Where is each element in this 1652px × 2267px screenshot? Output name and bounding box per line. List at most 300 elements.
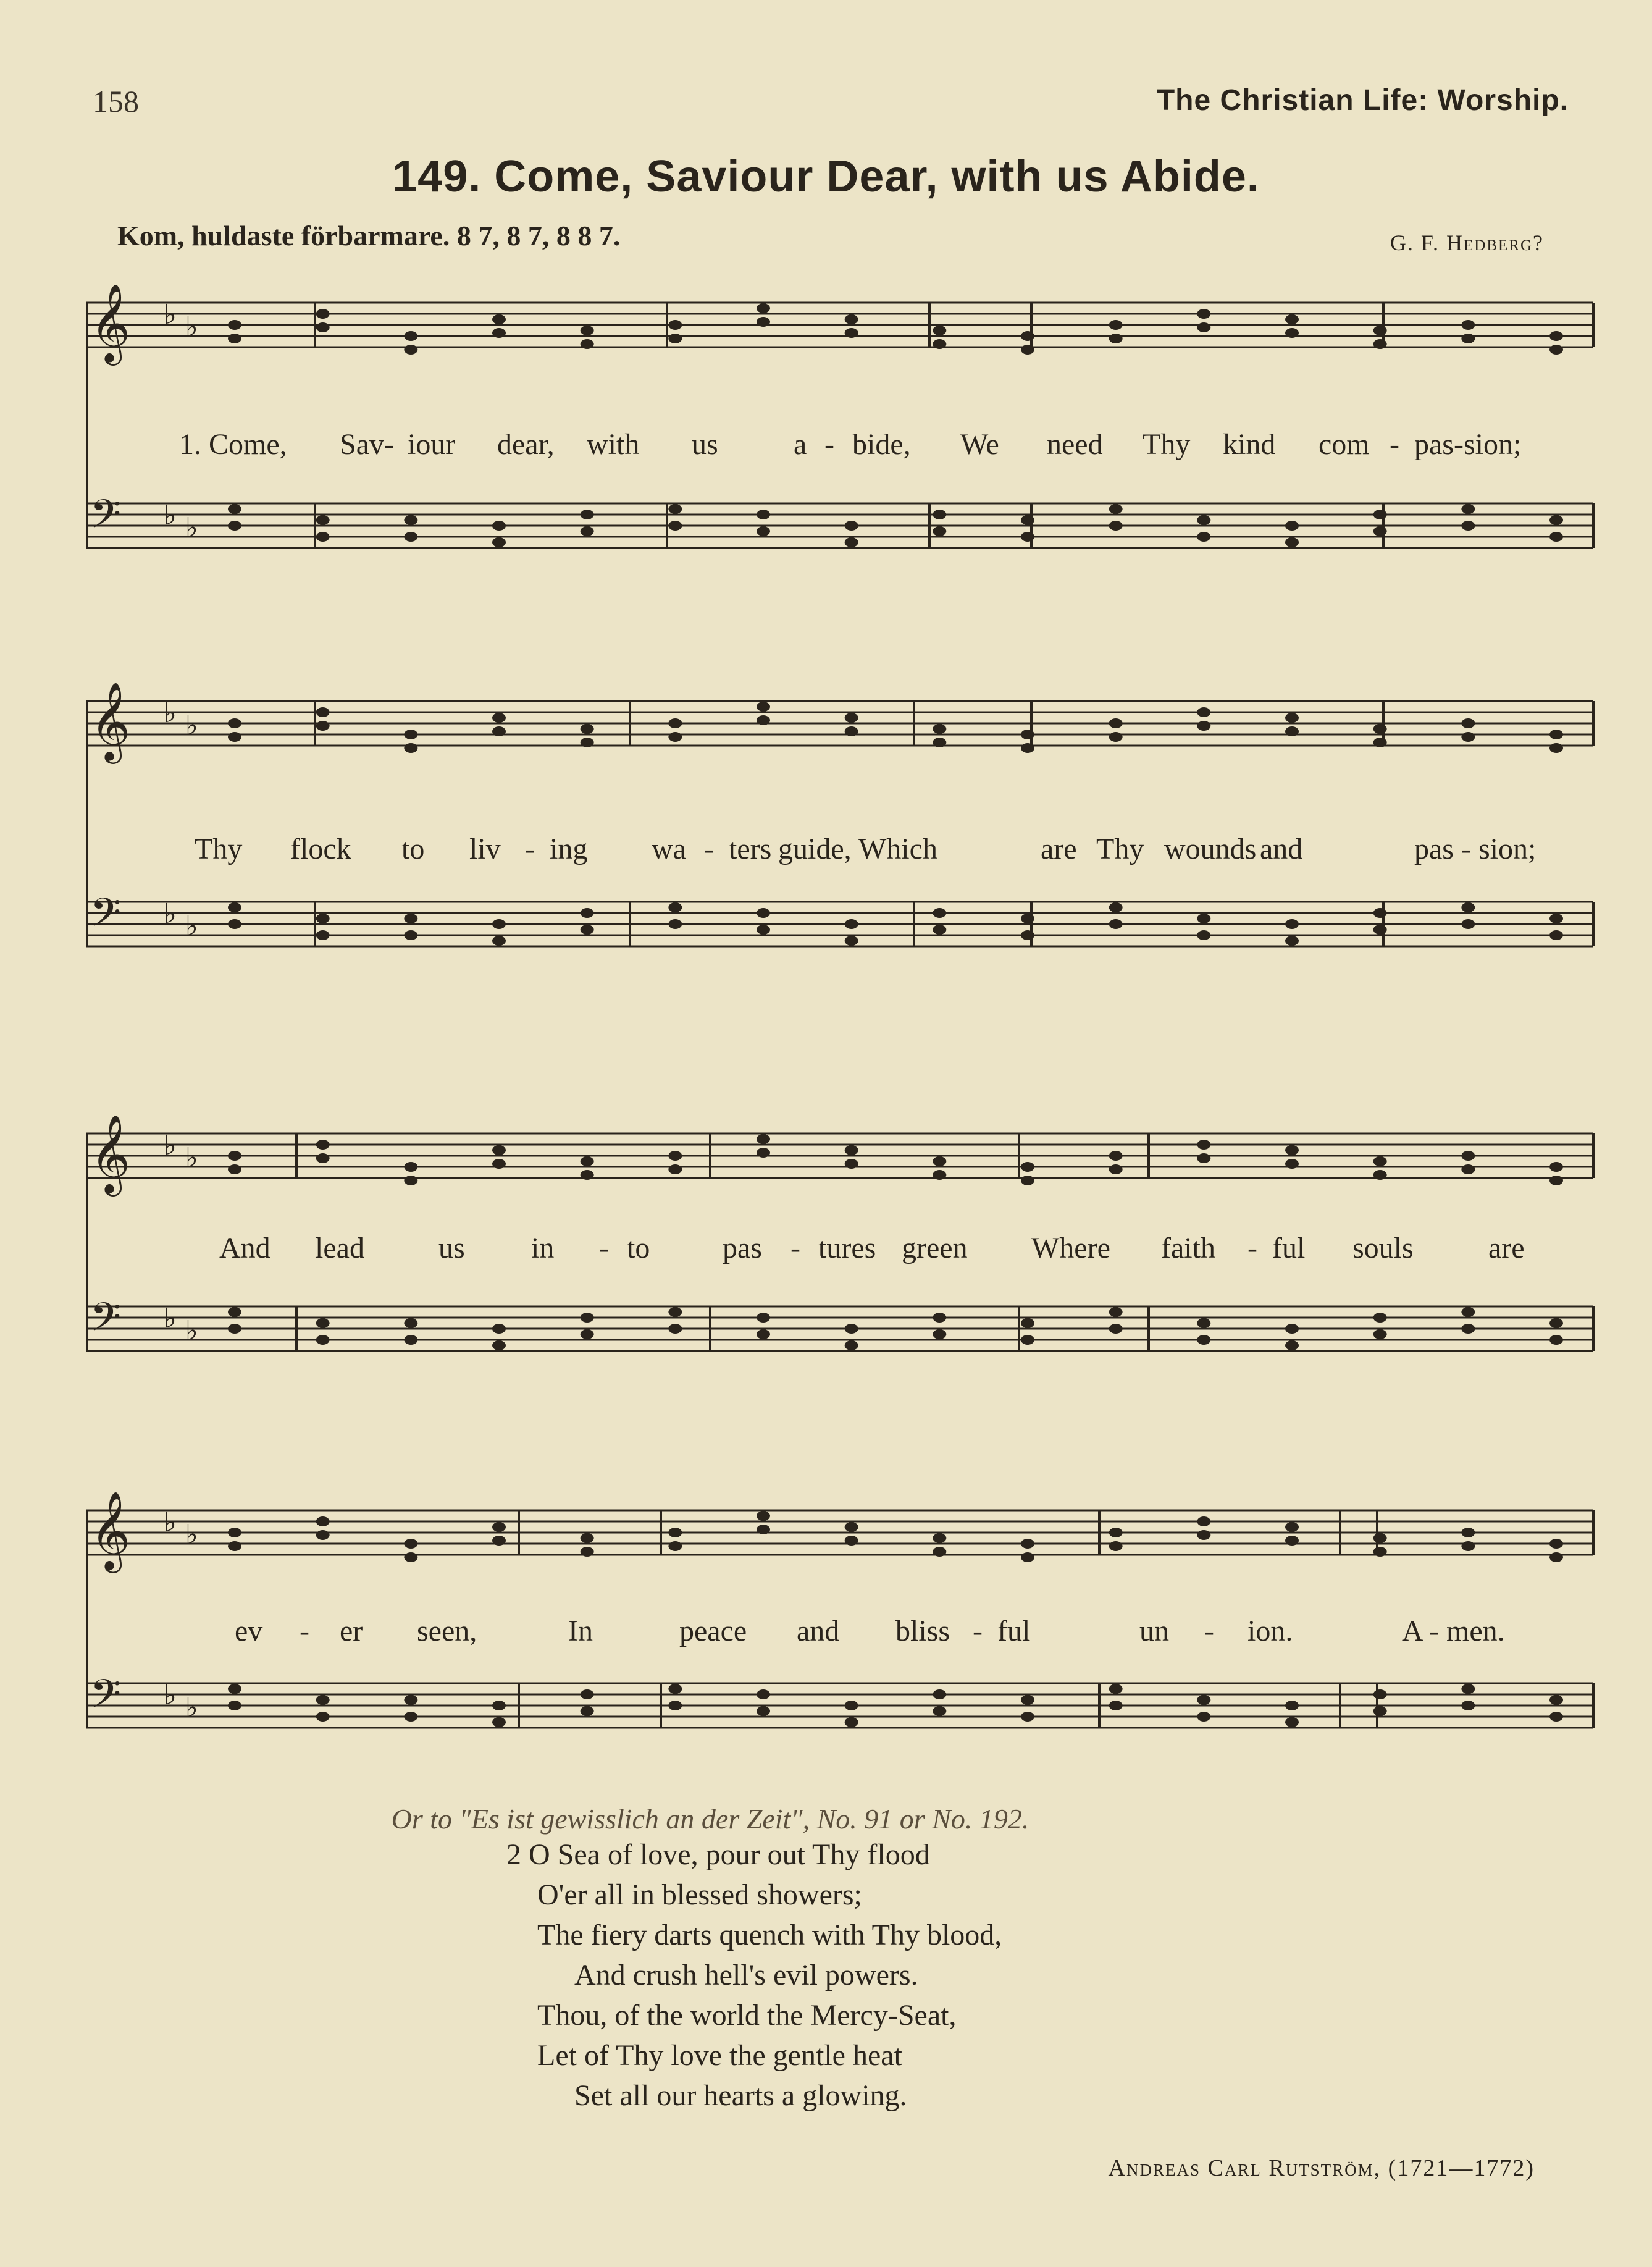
note-head — [933, 510, 946, 519]
note-head — [1549, 1318, 1563, 1328]
note-head — [492, 521, 506, 531]
lyric-syllable: Thy — [195, 833, 243, 865]
note-head — [1021, 930, 1034, 940]
lyric-syllable: wa — [652, 833, 686, 865]
note-head — [581, 908, 594, 918]
note-head — [1373, 1706, 1387, 1716]
note-head — [1285, 1159, 1299, 1169]
note-head — [1373, 326, 1387, 335]
note-head — [1373, 908, 1387, 918]
note-head — [1373, 526, 1387, 536]
note-head — [1197, 322, 1210, 332]
lyric-syllable: A - men. — [1402, 1615, 1505, 1647]
note-head — [668, 1684, 682, 1694]
note-head — [1373, 1313, 1387, 1323]
note-head — [1109, 718, 1123, 728]
note-head — [581, 1533, 594, 1543]
note-head — [316, 1530, 330, 1540]
flat-icon: ♭ — [185, 1692, 198, 1723]
note-head — [316, 1153, 330, 1163]
note-head — [1285, 1522, 1299, 1532]
lyric-syllable: in — [531, 1232, 555, 1264]
lyric-syllable: un — [1139, 1615, 1169, 1647]
note-head — [668, 902, 682, 912]
note-head — [1197, 1153, 1210, 1163]
note-head — [1461, 732, 1475, 742]
note-head — [404, 345, 417, 355]
note-head — [1285, 1717, 1299, 1727]
note-head — [581, 326, 594, 335]
lyric-syllable: iour — [408, 428, 456, 461]
note-head — [668, 1528, 682, 1537]
note-head — [1109, 1164, 1123, 1174]
lyric-syllable: need — [1047, 428, 1103, 461]
lyric-syllable: lead — [315, 1232, 364, 1264]
note-head — [1285, 1324, 1299, 1334]
note-head — [404, 1712, 417, 1722]
note-head — [228, 334, 241, 343]
note-head — [845, 1145, 858, 1155]
note-head — [1285, 1701, 1299, 1710]
note-head — [1461, 1151, 1475, 1161]
note-head — [1109, 1151, 1123, 1161]
note-head — [1197, 1318, 1210, 1328]
note-head — [1109, 1541, 1123, 1551]
note-head — [404, 1176, 417, 1185]
note-head — [581, 738, 594, 747]
note-head — [228, 919, 241, 929]
note-head — [1461, 1324, 1475, 1334]
note-head — [492, 713, 506, 723]
note-head — [492, 314, 506, 324]
note-head — [316, 930, 330, 940]
note-head — [1285, 521, 1299, 531]
note-head — [1373, 510, 1387, 519]
note-head — [757, 1134, 770, 1144]
note-head — [933, 724, 946, 734]
note-head — [1109, 1307, 1123, 1317]
note-head — [1461, 1528, 1475, 1537]
note-head — [492, 726, 506, 736]
lyric-syllable: liv — [469, 833, 501, 865]
note-head — [581, 925, 594, 935]
bass-clef-icon: 𝄢 — [90, 1672, 122, 1727]
note-head — [1197, 1695, 1210, 1705]
flat-icon: ♭ — [164, 1130, 177, 1161]
note-head — [1373, 1689, 1387, 1699]
note-head — [228, 1701, 241, 1710]
note-head — [1373, 1533, 1387, 1543]
note-head — [845, 1522, 858, 1532]
verse-line: The fiery darts quench with Thy blood, — [537, 1919, 1002, 1951]
music-system-2 — [86, 664, 1600, 1010]
note-head — [1461, 521, 1475, 531]
note-head — [1373, 1156, 1387, 1166]
note-head — [581, 1547, 594, 1557]
note-head — [757, 526, 770, 536]
note-head — [933, 1170, 946, 1180]
lyric-syllable: ion. — [1247, 1615, 1293, 1647]
note-head — [1021, 331, 1034, 341]
music-system-1 — [86, 266, 1600, 612]
note-head — [1549, 515, 1563, 525]
note-head — [1197, 1335, 1210, 1345]
note-head — [404, 1695, 417, 1705]
flat-icon: ♭ — [164, 898, 177, 930]
lyric-syllable: ev — [235, 1615, 263, 1647]
note-head — [845, 1717, 858, 1727]
note-head — [1549, 1712, 1563, 1722]
lyric-syllable: pas — [723, 1232, 762, 1264]
note-head — [316, 1140, 330, 1150]
note-head — [228, 320, 241, 330]
note-head — [228, 902, 241, 912]
note-head — [404, 1162, 417, 1172]
note-head — [845, 1536, 858, 1546]
note-head — [1197, 1530, 1210, 1540]
note-head — [492, 1145, 506, 1155]
lyric-syllable: bide, — [852, 428, 911, 461]
note-head — [845, 1324, 858, 1334]
note-head — [1021, 1162, 1034, 1172]
lyric-syllable: - — [300, 1615, 309, 1647]
lyric-syllable: with — [587, 428, 640, 461]
treble-clef-icon: 𝄞 — [90, 1491, 131, 1570]
note-head — [757, 715, 770, 725]
lyric-syllable: wounds — [1164, 833, 1257, 865]
flat-icon: ♭ — [164, 1680, 177, 1711]
lyric-syllable: guide, — [778, 833, 852, 865]
lyric-syllable: to — [627, 1232, 650, 1264]
note-head — [1197, 1712, 1210, 1722]
note-head — [1021, 743, 1034, 753]
note-head — [581, 1706, 594, 1716]
note-head — [1285, 328, 1299, 338]
note-head — [757, 1313, 770, 1323]
note-head — [316, 1318, 330, 1328]
note-head — [1373, 925, 1387, 935]
note-head — [1109, 1701, 1123, 1710]
note-head — [228, 521, 241, 531]
note-head — [1549, 1552, 1563, 1562]
verse-line: O'er all in blessed showers; — [537, 1878, 862, 1911]
note-head — [668, 1164, 682, 1174]
note-head — [404, 1552, 417, 1562]
note-head — [404, 1318, 417, 1328]
note-head — [1021, 730, 1034, 739]
note-head — [1373, 339, 1387, 349]
note-head — [1109, 320, 1123, 330]
note-head — [757, 317, 770, 327]
lyric-syllable: kind — [1223, 428, 1276, 461]
note-head — [933, 1547, 946, 1557]
note-head — [316, 515, 330, 525]
note-head — [933, 339, 946, 349]
note-head — [757, 702, 770, 712]
note-head — [933, 1156, 946, 1166]
lyric-syllable: We — [960, 428, 999, 461]
lyric-syllable: - — [704, 833, 714, 865]
lyric-syllable: Sav- — [340, 428, 394, 461]
note-head — [1461, 718, 1475, 728]
note-head — [1021, 914, 1034, 923]
note-head — [1021, 1695, 1034, 1705]
treble-clef-icon: 𝄞 — [90, 1114, 131, 1193]
note-head — [581, 1170, 594, 1180]
note-head — [668, 1307, 682, 1317]
note-head — [668, 504, 682, 514]
note-head — [668, 1151, 682, 1161]
note-head — [1461, 1164, 1475, 1174]
lyric-syllable: - — [1247, 1232, 1257, 1264]
lyric-syllable: are — [1041, 833, 1077, 865]
note-head — [1285, 726, 1299, 736]
note-head — [1549, 1162, 1563, 1172]
note-head — [757, 1689, 770, 1699]
note-head — [581, 526, 594, 536]
lyric-syllable: tures — [818, 1232, 876, 1264]
lyric-syllable: In — [568, 1615, 593, 1647]
flat-icon: ♭ — [164, 1303, 177, 1334]
note-head — [1109, 521, 1123, 531]
flat-icon: ♭ — [164, 697, 177, 729]
note-head — [1373, 1329, 1387, 1339]
note-head — [1461, 902, 1475, 912]
note-head — [845, 726, 858, 736]
bass-clef-icon: 𝄢 — [90, 492, 122, 547]
verse-line: 2 O Sea of love, pour out Thy flood — [506, 1838, 930, 1871]
note-head — [1285, 1145, 1299, 1155]
note-head — [933, 1329, 946, 1339]
flat-icon: ♭ — [164, 500, 177, 531]
note-head — [1461, 1541, 1475, 1551]
flat-icon: ♭ — [185, 512, 198, 544]
lyric-syllable: souls — [1352, 1232, 1414, 1264]
note-head — [316, 322, 330, 332]
note-head — [404, 331, 417, 341]
lyric-syllable: 1. Come, — [179, 428, 287, 461]
note-head — [316, 1335, 330, 1345]
note-head — [581, 510, 594, 519]
lyric-syllable: ful — [997, 1615, 1031, 1647]
note-head — [1549, 914, 1563, 923]
note-head — [1461, 919, 1475, 929]
note-head — [1021, 1318, 1034, 1328]
note-head — [668, 320, 682, 330]
note-head — [1285, 1340, 1299, 1350]
note-head — [845, 314, 858, 324]
note-head — [1109, 902, 1123, 912]
note-head — [1021, 1539, 1034, 1549]
note-head — [316, 914, 330, 923]
note-head — [668, 521, 682, 531]
lyric-syllable: er — [340, 1615, 363, 1647]
flat-icon: ♭ — [164, 1507, 177, 1538]
lyric-syllable: And — [219, 1232, 270, 1264]
note-head — [1549, 1335, 1563, 1345]
note-head — [757, 303, 770, 313]
note-head — [228, 1164, 241, 1174]
lyric-syllable: com — [1319, 428, 1370, 461]
note-head — [933, 1689, 946, 1699]
note-head — [316, 721, 330, 731]
note-head — [1109, 919, 1123, 929]
note-head — [1109, 1324, 1123, 1334]
note-head — [404, 1539, 417, 1549]
note-head — [492, 936, 506, 946]
note-head — [1109, 1528, 1123, 1537]
lyric-syllable: - — [824, 428, 834, 461]
note-head — [228, 504, 241, 514]
note-head — [228, 1151, 241, 1161]
note-head — [1197, 1516, 1210, 1526]
note-head — [492, 1324, 506, 1334]
note-head — [757, 1329, 770, 1339]
section-title: The Christian Life: Worship. — [1156, 84, 1569, 117]
flat-icon: ♭ — [185, 710, 198, 741]
note-head — [668, 1541, 682, 1551]
note-head — [1021, 1176, 1034, 1185]
note-head — [845, 328, 858, 338]
note-head — [1109, 732, 1123, 742]
note-head — [581, 1329, 594, 1339]
note-head — [1197, 515, 1210, 525]
note-head — [316, 707, 330, 717]
note-head — [845, 919, 858, 929]
lyric-syllable: flock — [290, 833, 351, 865]
note-head — [757, 1511, 770, 1521]
note-head — [1549, 1176, 1563, 1185]
hymn-subtitle: Kom, huldaste förbarmare. 8 7, 8 7, 8 8 7. — [117, 220, 621, 251]
bass-clef-icon: 𝄢 — [90, 890, 122, 946]
note-head — [404, 532, 417, 542]
lyric-syllable: to — [401, 833, 425, 865]
lyric-syllable: bliss — [895, 1615, 950, 1647]
note-head — [1373, 738, 1387, 747]
page-number: 158 — [93, 84, 139, 119]
note-head — [1109, 334, 1123, 343]
alternate-tune-note: Or to "Es ist gewisslich an der Zeit", No. 91 or No. 192. — [391, 1803, 1029, 1835]
note-head — [1197, 707, 1210, 717]
note-head — [1197, 721, 1210, 731]
note-head — [933, 1313, 946, 1323]
note-head — [933, 1533, 946, 1543]
lyric-syllable: - — [973, 1615, 983, 1647]
note-head — [228, 718, 241, 728]
hymn-title: 149. Come, Saviour Dear, with us Abide. — [392, 152, 1260, 201]
note-head — [581, 1689, 594, 1699]
note-head — [1549, 743, 1563, 753]
note-head — [404, 914, 417, 923]
verse-line: Thou, of the world the Mercy-Seat, — [537, 1999, 957, 2032]
verse-line: Set all our hearts a glowing. — [574, 2079, 907, 2112]
note-head — [581, 339, 594, 349]
note-head — [492, 1159, 506, 1169]
lyric-syllable: - — [599, 1232, 609, 1264]
lyric-syllable: green — [902, 1232, 968, 1264]
lyric-syllable: Thy — [1143, 428, 1191, 461]
note-head — [1197, 1140, 1210, 1150]
note-head — [757, 925, 770, 935]
lyric-syllable: - — [790, 1232, 800, 1264]
note-head — [845, 521, 858, 531]
note-head — [933, 1706, 946, 1716]
note-head — [1549, 730, 1563, 739]
note-head — [1549, 345, 1563, 355]
lyric-syllable: Where — [1031, 1232, 1110, 1264]
lyric-syllable: a — [794, 428, 807, 461]
note-head — [316, 532, 330, 542]
note-head — [228, 732, 241, 742]
verse-line: And crush hell's evil powers. — [574, 1959, 918, 1992]
note-head — [492, 537, 506, 547]
note-head — [668, 334, 682, 343]
note-head — [1549, 1539, 1563, 1549]
flat-icon: ♭ — [164, 299, 177, 330]
note-head — [1109, 504, 1123, 514]
note-head — [404, 1335, 417, 1345]
note-head — [581, 1313, 594, 1323]
staff-lines — [86, 266, 1600, 612]
composer-credit: G. F. Hedberg? — [1390, 230, 1544, 255]
flat-icon: ♭ — [185, 1142, 198, 1174]
lyric-syllable: Which — [858, 833, 937, 865]
lyric-syllable: dear, — [497, 428, 555, 461]
note-head — [228, 1684, 241, 1694]
note-head — [492, 328, 506, 338]
note-head — [1197, 930, 1210, 940]
note-head — [1461, 334, 1475, 343]
note-head — [1549, 331, 1563, 341]
note-head — [1197, 532, 1210, 542]
note-head — [1461, 1307, 1475, 1317]
note-head — [1109, 1684, 1123, 1694]
bass-clef-icon: 𝄢 — [90, 1295, 122, 1350]
note-head — [1549, 532, 1563, 542]
flat-icon: ♭ — [185, 1315, 198, 1347]
note-head — [492, 919, 506, 929]
note-head — [1021, 345, 1034, 355]
note-head — [668, 718, 682, 728]
note-head — [1021, 532, 1034, 542]
lyric-syllable: and — [797, 1615, 840, 1647]
note-head — [1285, 936, 1299, 946]
note-head — [1461, 1701, 1475, 1710]
note-head — [668, 919, 682, 929]
music-system-3 — [86, 1096, 1600, 1418]
lyric-syllable: Thy — [1096, 833, 1144, 865]
lyric-syllable: peace — [679, 1615, 747, 1647]
lyric-syllable: and — [1260, 833, 1303, 865]
lyric-syllable: are — [1488, 1232, 1525, 1264]
note-head — [757, 1148, 770, 1158]
note-head — [228, 1528, 241, 1537]
note-head — [845, 713, 858, 723]
treble-clef-icon: 𝄞 — [90, 681, 131, 760]
note-head — [404, 730, 417, 739]
note-head — [1285, 1536, 1299, 1546]
note-head — [1021, 515, 1034, 525]
lyric-syllable: ful — [1272, 1232, 1306, 1264]
note-head — [1021, 1712, 1034, 1722]
note-head — [1285, 314, 1299, 324]
note-head — [933, 908, 946, 918]
note-head — [316, 309, 330, 319]
lyric-syllable: ters — [729, 833, 772, 865]
note-head — [492, 1717, 506, 1727]
note-head — [316, 1695, 330, 1705]
note-head — [845, 537, 858, 547]
